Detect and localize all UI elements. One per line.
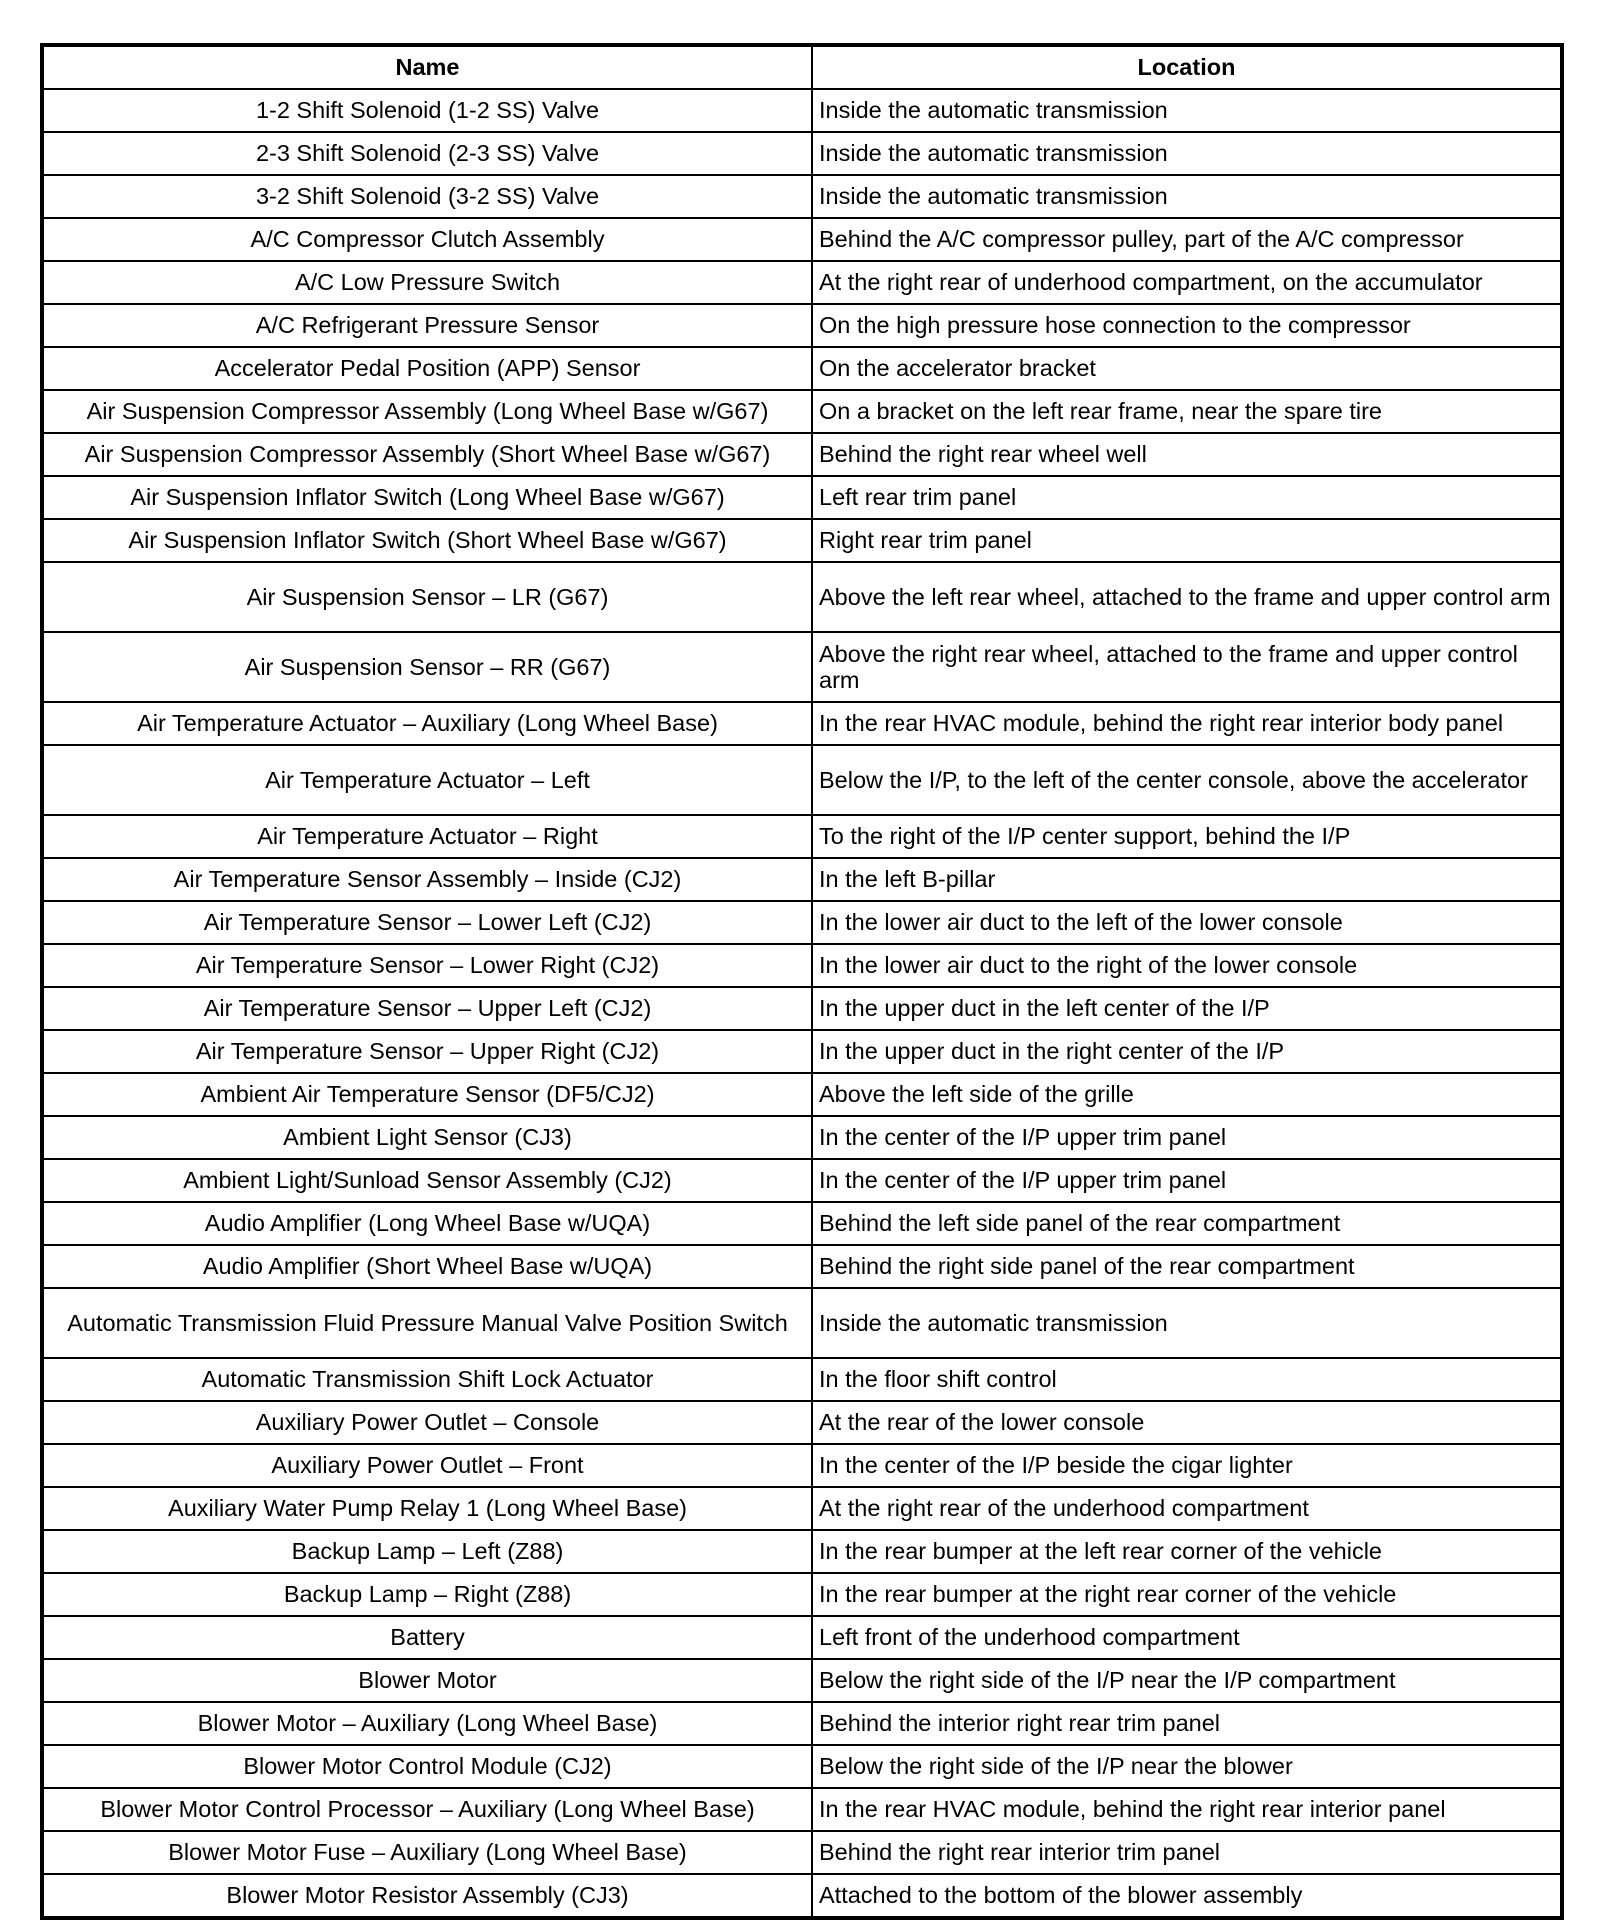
component-location-cell: In the left B-pillar: [812, 858, 1562, 901]
component-name-cell: Air Temperature Actuator – Left: [42, 745, 812, 815]
component-locator-table-wrapper: [40, 43, 1560, 1920]
table-row: [42, 1116, 1562, 1159]
table-header-row: [42, 45, 1562, 89]
table-row: [42, 858, 1562, 901]
header-location: Location: [812, 45, 1562, 89]
component-location-cell: In the lower air duct to the right of the lower console: [812, 944, 1562, 987]
component-name-cell: A/C Low Pressure Switch: [42, 261, 812, 304]
component-name-cell: Audio Amplifier (Short Wheel Base w/UQA): [42, 1245, 812, 1288]
table-row: [42, 632, 1562, 702]
component-name-cell: A/C Compressor Clutch Assembly: [42, 218, 812, 261]
component-name-cell: Battery: [42, 1616, 812, 1659]
table-row: [42, 476, 1562, 519]
component-name-cell: Air Temperature Sensor – Lower Left (CJ2): [42, 901, 812, 944]
component-name-cell: Air Temperature Sensor – Lower Right (CJ2): [42, 944, 812, 987]
component-location-cell: In the upper duct in the left center of the I/P: [812, 987, 1562, 1030]
component-name-cell: Air Suspension Compressor Assembly (Long Wheel Base w/G67): [42, 390, 812, 433]
table-row: [42, 987, 1562, 1030]
component-name-cell: 1-2 Shift Solenoid (1-2 SS) Valve: [42, 89, 812, 132]
component-name-cell: Auxiliary Power Outlet – Front: [42, 1444, 812, 1487]
component-name-cell: Backup Lamp – Right (Z88): [42, 1573, 812, 1616]
table-row: [42, 944, 1562, 987]
component-location-cell: Below the I/P, to the left of the center console, above the accelerator: [812, 745, 1562, 815]
component-location-cell: In the center of the I/P upper trim panel: [812, 1159, 1562, 1202]
header-name: Name: [42, 45, 812, 89]
table-row: [42, 702, 1562, 745]
table-row: [42, 1159, 1562, 1202]
table-row: [42, 1530, 1562, 1573]
table-row: [42, 1030, 1562, 1073]
table-row: [42, 1487, 1562, 1530]
component-location-cell: Left front of the underhood compartment: [812, 1616, 1562, 1659]
component-location-cell: Behind the right side panel of the rear compartment: [812, 1245, 1562, 1288]
component-location-cell: Attached to the bottom of the blower assembly: [812, 1874, 1562, 1918]
component-location-cell: Behind the right rear wheel well: [812, 433, 1562, 476]
component-location-cell: In the center of the I/P beside the cigar lighter: [812, 1444, 1562, 1487]
component-location-cell: On the high pressure hose connection to the compressor: [812, 304, 1562, 347]
table-row: [42, 901, 1562, 944]
component-location-cell: On a bracket on the left rear frame, near the spare tire: [812, 390, 1562, 433]
component-name-cell: Backup Lamp – Left (Z88): [42, 1530, 812, 1573]
component-name-cell: Ambient Air Temperature Sensor (DF5/CJ2): [42, 1073, 812, 1116]
table-row: [42, 1659, 1562, 1702]
component-name-cell: Automatic Transmission Fluid Pressure Manual Valve Position Switch: [42, 1288, 812, 1358]
component-location-cell: To the right of the I/P center support, behind the I/P: [812, 815, 1562, 858]
component-location-cell: At the rear of the lower console: [812, 1401, 1562, 1444]
component-location-cell: Above the left rear wheel, attached to the frame and upper control arm: [812, 562, 1562, 632]
table-row: [42, 1073, 1562, 1116]
table-row: [42, 433, 1562, 476]
component-name-cell: Accelerator Pedal Position (APP) Sensor: [42, 347, 812, 390]
component-name-cell: Air Suspension Sensor – LR (G67): [42, 562, 812, 632]
table-row: [42, 1288, 1562, 1358]
component-name-cell: Blower Motor Resistor Assembly (CJ3): [42, 1874, 812, 1918]
component-location-cell: In the lower air duct to the left of the lower console: [812, 901, 1562, 944]
table-row: [42, 1702, 1562, 1745]
component-name-cell: Air Temperature Sensor Assembly – Inside (CJ2): [42, 858, 812, 901]
component-name-cell: 3-2 Shift Solenoid (3-2 SS) Valve: [42, 175, 812, 218]
table-row: [42, 390, 1562, 433]
component-location-cell: Inside the automatic transmission: [812, 89, 1562, 132]
component-location-cell: Behind the A/C compressor pulley, part of the A/C compressor: [812, 218, 1562, 261]
component-name-cell: Air Suspension Sensor – RR (G67): [42, 632, 812, 702]
table-row: [42, 175, 1562, 218]
table-row: [42, 815, 1562, 858]
component-location-cell: In the floor shift control: [812, 1358, 1562, 1401]
component-name-cell: Auxiliary Power Outlet – Console: [42, 1401, 812, 1444]
table-row: [42, 562, 1562, 632]
component-location-cell: At the right rear of the underhood compartment: [812, 1487, 1562, 1530]
table-row: [42, 1788, 1562, 1831]
table-row: [42, 1358, 1562, 1401]
component-name-cell: Ambient Light/Sunload Sensor Assembly (CJ2): [42, 1159, 812, 1202]
component-location-cell: Above the left side of the grille: [812, 1073, 1562, 1116]
table-row: [42, 745, 1562, 815]
component-location-cell: Left rear trim panel: [812, 476, 1562, 519]
component-name-cell: Auxiliary Water Pump Relay 1 (Long Wheel Base): [42, 1487, 812, 1530]
component-location-cell: Above the right rear wheel, attached to the frame and upper control arm: [812, 632, 1562, 702]
component-location-cell: Below the right side of the I/P near the I/P compartment: [812, 1659, 1562, 1702]
table-row: [42, 1831, 1562, 1874]
component-location-cell: Inside the automatic transmission: [812, 175, 1562, 218]
table-row: [42, 1874, 1562, 1918]
component-name-cell: Blower Motor – Auxiliary (Long Wheel Base): [42, 1702, 812, 1745]
component-name-cell: Ambient Light Sensor (CJ3): [42, 1116, 812, 1159]
table-row: [42, 1202, 1562, 1245]
table-row: [42, 1573, 1562, 1616]
table-row: [42, 519, 1562, 562]
component-location-cell: In the center of the I/P upper trim panel: [812, 1116, 1562, 1159]
component-location-cell: Behind the right rear interior trim panel: [812, 1831, 1562, 1874]
table-row: [42, 1745, 1562, 1788]
component-location-cell: Behind the left side panel of the rear compartment: [812, 1202, 1562, 1245]
table-row: [42, 1616, 1562, 1659]
component-name-cell: Air Temperature Sensor – Upper Left (CJ2): [42, 987, 812, 1030]
component-location-cell: In the rear bumper at the left rear corner of the vehicle: [812, 1530, 1562, 1573]
component-location-cell: Inside the automatic transmission: [812, 132, 1562, 175]
table-row: [42, 218, 1562, 261]
component-location-cell: Right rear trim panel: [812, 519, 1562, 562]
component-name-cell: Automatic Transmission Shift Lock Actuator: [42, 1358, 812, 1401]
table-row: [42, 261, 1562, 304]
component-name-cell: 2-3 Shift Solenoid (2-3 SS) Valve: [42, 132, 812, 175]
component-name-cell: Air Temperature Actuator – Auxiliary (Long Wheel Base): [42, 702, 812, 745]
table-row: [42, 347, 1562, 390]
table-row: [42, 132, 1562, 175]
component-name-cell: Air Suspension Inflator Switch (Long Wheel Base w/G67): [42, 476, 812, 519]
component-location-cell: At the right rear of underhood compartment, on the accumulator: [812, 261, 1562, 304]
component-location-cell: Inside the automatic transmission: [812, 1288, 1562, 1358]
table-row: [42, 1401, 1562, 1444]
component-name-cell: Air Temperature Sensor – Upper Right (CJ2): [42, 1030, 812, 1073]
table-row: [42, 89, 1562, 132]
component-name-cell: Audio Amplifier (Long Wheel Base w/UQA): [42, 1202, 812, 1245]
component-name-cell: A/C Refrigerant Pressure Sensor: [42, 304, 812, 347]
component-locator-table: [40, 43, 1564, 1920]
component-location-cell: In the upper duct in the right center of the I/P: [812, 1030, 1562, 1073]
table-row: [42, 1245, 1562, 1288]
component-location-cell: On the accelerator bracket: [812, 347, 1562, 390]
component-name-cell: Air Suspension Inflator Switch (Short Wheel Base w/G67): [42, 519, 812, 562]
component-location-cell: In the rear HVAC module, behind the right rear interior body panel: [812, 702, 1562, 745]
table-row: [42, 1444, 1562, 1487]
component-location-cell: Behind the interior right rear trim panel: [812, 1702, 1562, 1745]
table-row: [42, 304, 1562, 347]
component-name-cell: Air Temperature Actuator – Right: [42, 815, 812, 858]
component-location-cell: Below the right side of the I/P near the blower: [812, 1745, 1562, 1788]
component-name-cell: Blower Motor Control Processor – Auxiliary (Long Wheel Base): [42, 1788, 812, 1831]
component-name-cell: Blower Motor Fuse – Auxiliary (Long Wheel Base): [42, 1831, 812, 1874]
component-name-cell: Blower Motor: [42, 1659, 812, 1702]
component-location-cell: In the rear bumper at the right rear corner of the vehicle: [812, 1573, 1562, 1616]
component-name-cell: Blower Motor Control Module (CJ2): [42, 1745, 812, 1788]
component-name-cell: Air Suspension Compressor Assembly (Short Wheel Base w/G67): [42, 433, 812, 476]
component-location-cell: In the rear HVAC module, behind the right rear interior panel: [812, 1788, 1562, 1831]
